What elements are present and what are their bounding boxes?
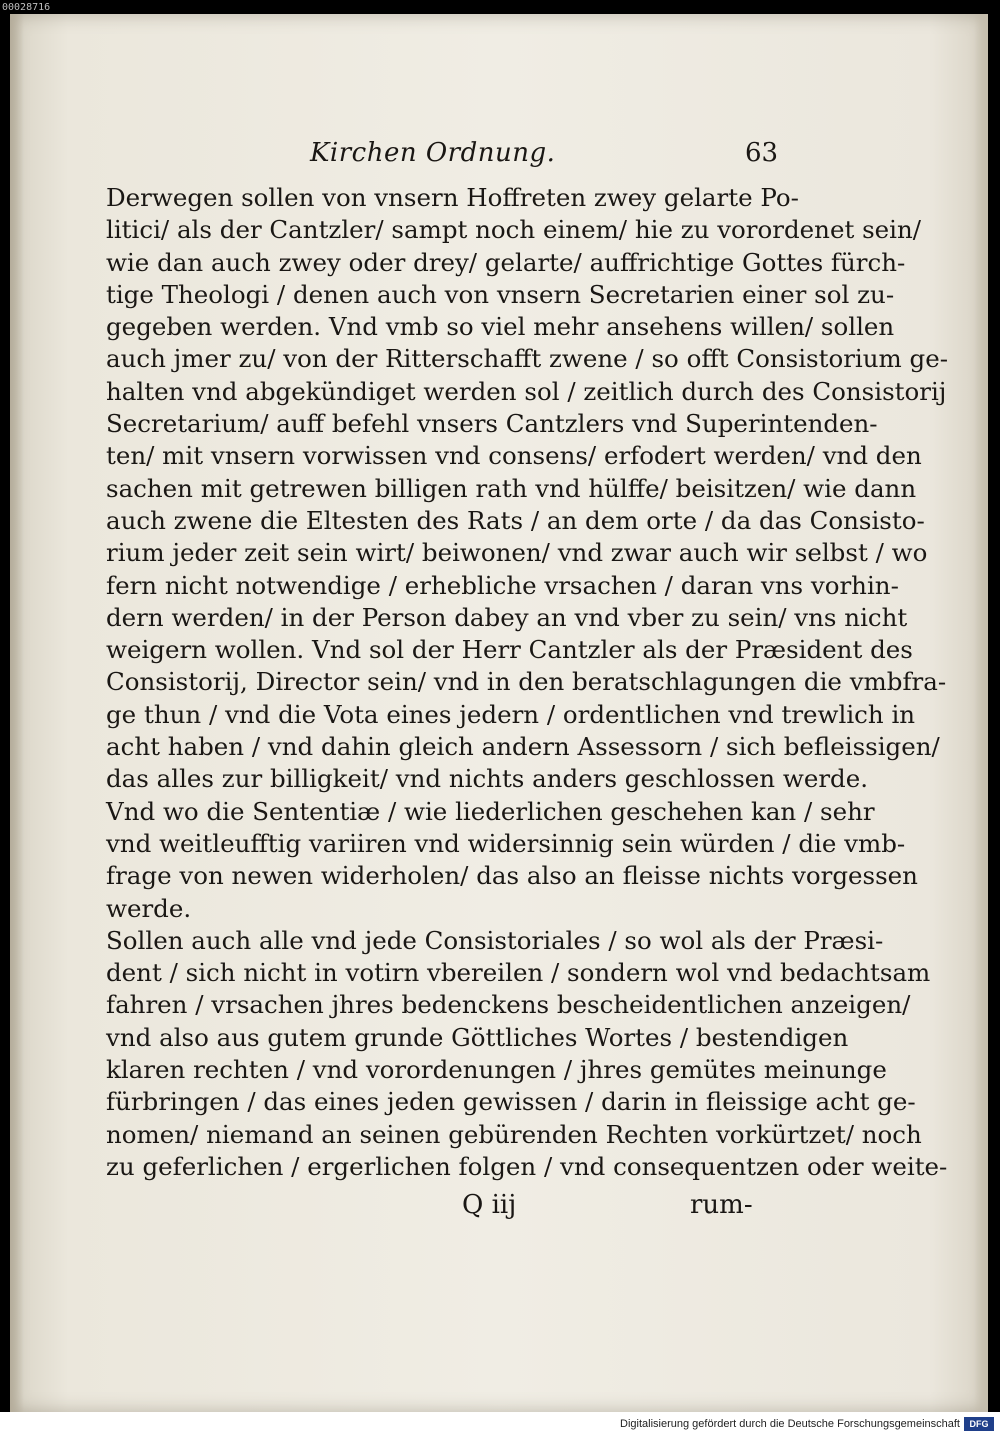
- signature-mark: Q iij: [462, 1190, 517, 1220]
- text-line: fern nicht notwendige / erhebliche vrsachen / daran vns vorhin-: [106, 570, 899, 600]
- text-line: ge thun / vnd die Vota eines jedern / ordentlichen vnd trewlich in: [106, 699, 916, 729]
- catchword: rum-: [690, 1190, 753, 1220]
- book-page: [10, 14, 988, 1412]
- text-line: weigern wollen. Vnd sol der Herr Cantzler als der Præsident des: [106, 635, 913, 665]
- text-line: klaren rechten / vnd vorordenungen / jhres gemütes meinunge: [106, 1055, 887, 1085]
- text-line: ten/ mit vnsern vorwissen vnd consens/ erfodert werden/ vnd den: [106, 441, 922, 471]
- text-line: acht haben / vnd dahin gleich andern Assessorn / sich befleissigen/: [106, 732, 940, 762]
- page-number: 63: [745, 138, 779, 168]
- text-line: sachen mit getrewen billigen rath vnd hülffe/ beisitzen/ wie dann: [106, 473, 917, 503]
- text-line: das alles zur billigkeit/ vnd nichts anders geschlossen werde.: [106, 764, 869, 794]
- text-line: werde.: [106, 893, 192, 923]
- text-line: rium jeder zeit sein wirt/ beiwonen/ vnd zwar auch wir selbst / wo: [106, 538, 928, 568]
- page-footer: [10, 1190, 988, 1230]
- text-line: wie dan auch zwey oder drey/ gelarte/ auffrichtige Gottes fürch-: [106, 247, 906, 277]
- paragraph-2: [106, 796, 918, 925]
- text-line: vnd also aus gutem grunde Göttliches Wortes / bestendigen: [106, 1022, 849, 1052]
- dfg-logo: DFG: [964, 1417, 994, 1431]
- text-line: Vnd wo die Sententiæ / wie liederlichen geschehen kan / sehr: [106, 796, 875, 826]
- credit-strip: [0, 1412, 1000, 1434]
- text-line: auch jmer zu/ von der Ritterschafft zwene / so offt Consistorium ge-: [106, 344, 949, 374]
- text-line: Secretarium/ auff befehl vnsers Cantzlers vnd Superintenden-: [106, 409, 878, 439]
- text-line: fahren / vrsachen jhres bedenckens bescheidentlichen anzeigen/: [106, 990, 911, 1020]
- text-line: vnd weitleufftig variiren vnd widersinnig sein würden / die vmb-: [106, 828, 906, 858]
- text-line: Derwegen sollen von vnsern Hoffreten zwey gelarte Po-: [106, 183, 799, 212]
- paragraph-3: [106, 925, 948, 1183]
- text-line: dern werden/ in der Person dabey an vnd vber zu sein/ vns nicht: [106, 602, 908, 632]
- body-text: [106, 182, 949, 1183]
- text-line: zu geferlichen / ergerlichen folgen / vnd consequentzen oder weite-: [106, 1151, 948, 1181]
- running-head: Kirchen Ordnung.: [310, 138, 556, 168]
- text-line: litici/ als der Cantzler/ sampt noch einem/ hie zu vorordenet sein/: [106, 215, 922, 245]
- text-line: auch zwene die Eltesten des Rats / an dem orte / da das Consisto-: [106, 505, 925, 535]
- text-line: dent / sich nicht in votirn vbereilen / sondern wol vnd bedachtsam: [106, 958, 931, 988]
- page-header: [10, 138, 988, 178]
- text-line: Sollen auch alle vnd jede Consistoriales / so wol als der Præsi-: [106, 925, 884, 955]
- text-line: Consistorij, Director sein/ vnd in den beratschlagungen die vmbfra-: [106, 667, 947, 697]
- text-line: nomen/ niemand an seinen gebürenden Rechten vorkürtzet/ noch: [106, 1119, 922, 1149]
- text-line: halten vnd abgekündiget werden sol / zeitlich durch des Consistorij: [106, 376, 947, 406]
- scan-id: 00028716: [2, 2, 51, 13]
- paragraph-1: [106, 182, 949, 796]
- text-line: frage von newen widerholen/ das also an fleisse nichts vorgessen: [106, 861, 918, 891]
- text-line: tige Theologi / denen auch von vnsern Secretarien einer sol zu-: [106, 279, 895, 309]
- funding-credit: Digitalisierung gefördert durch die Deutsche Forschungsgemeinschaft: [620, 1418, 960, 1430]
- text-line: gegeben werden. Vnd vmb so viel mehr ansehens willen/ sollen: [106, 312, 895, 342]
- text-line: fürbringen / das eines jeden gewissen / darin in fleissige acht ge-: [106, 1087, 916, 1117]
